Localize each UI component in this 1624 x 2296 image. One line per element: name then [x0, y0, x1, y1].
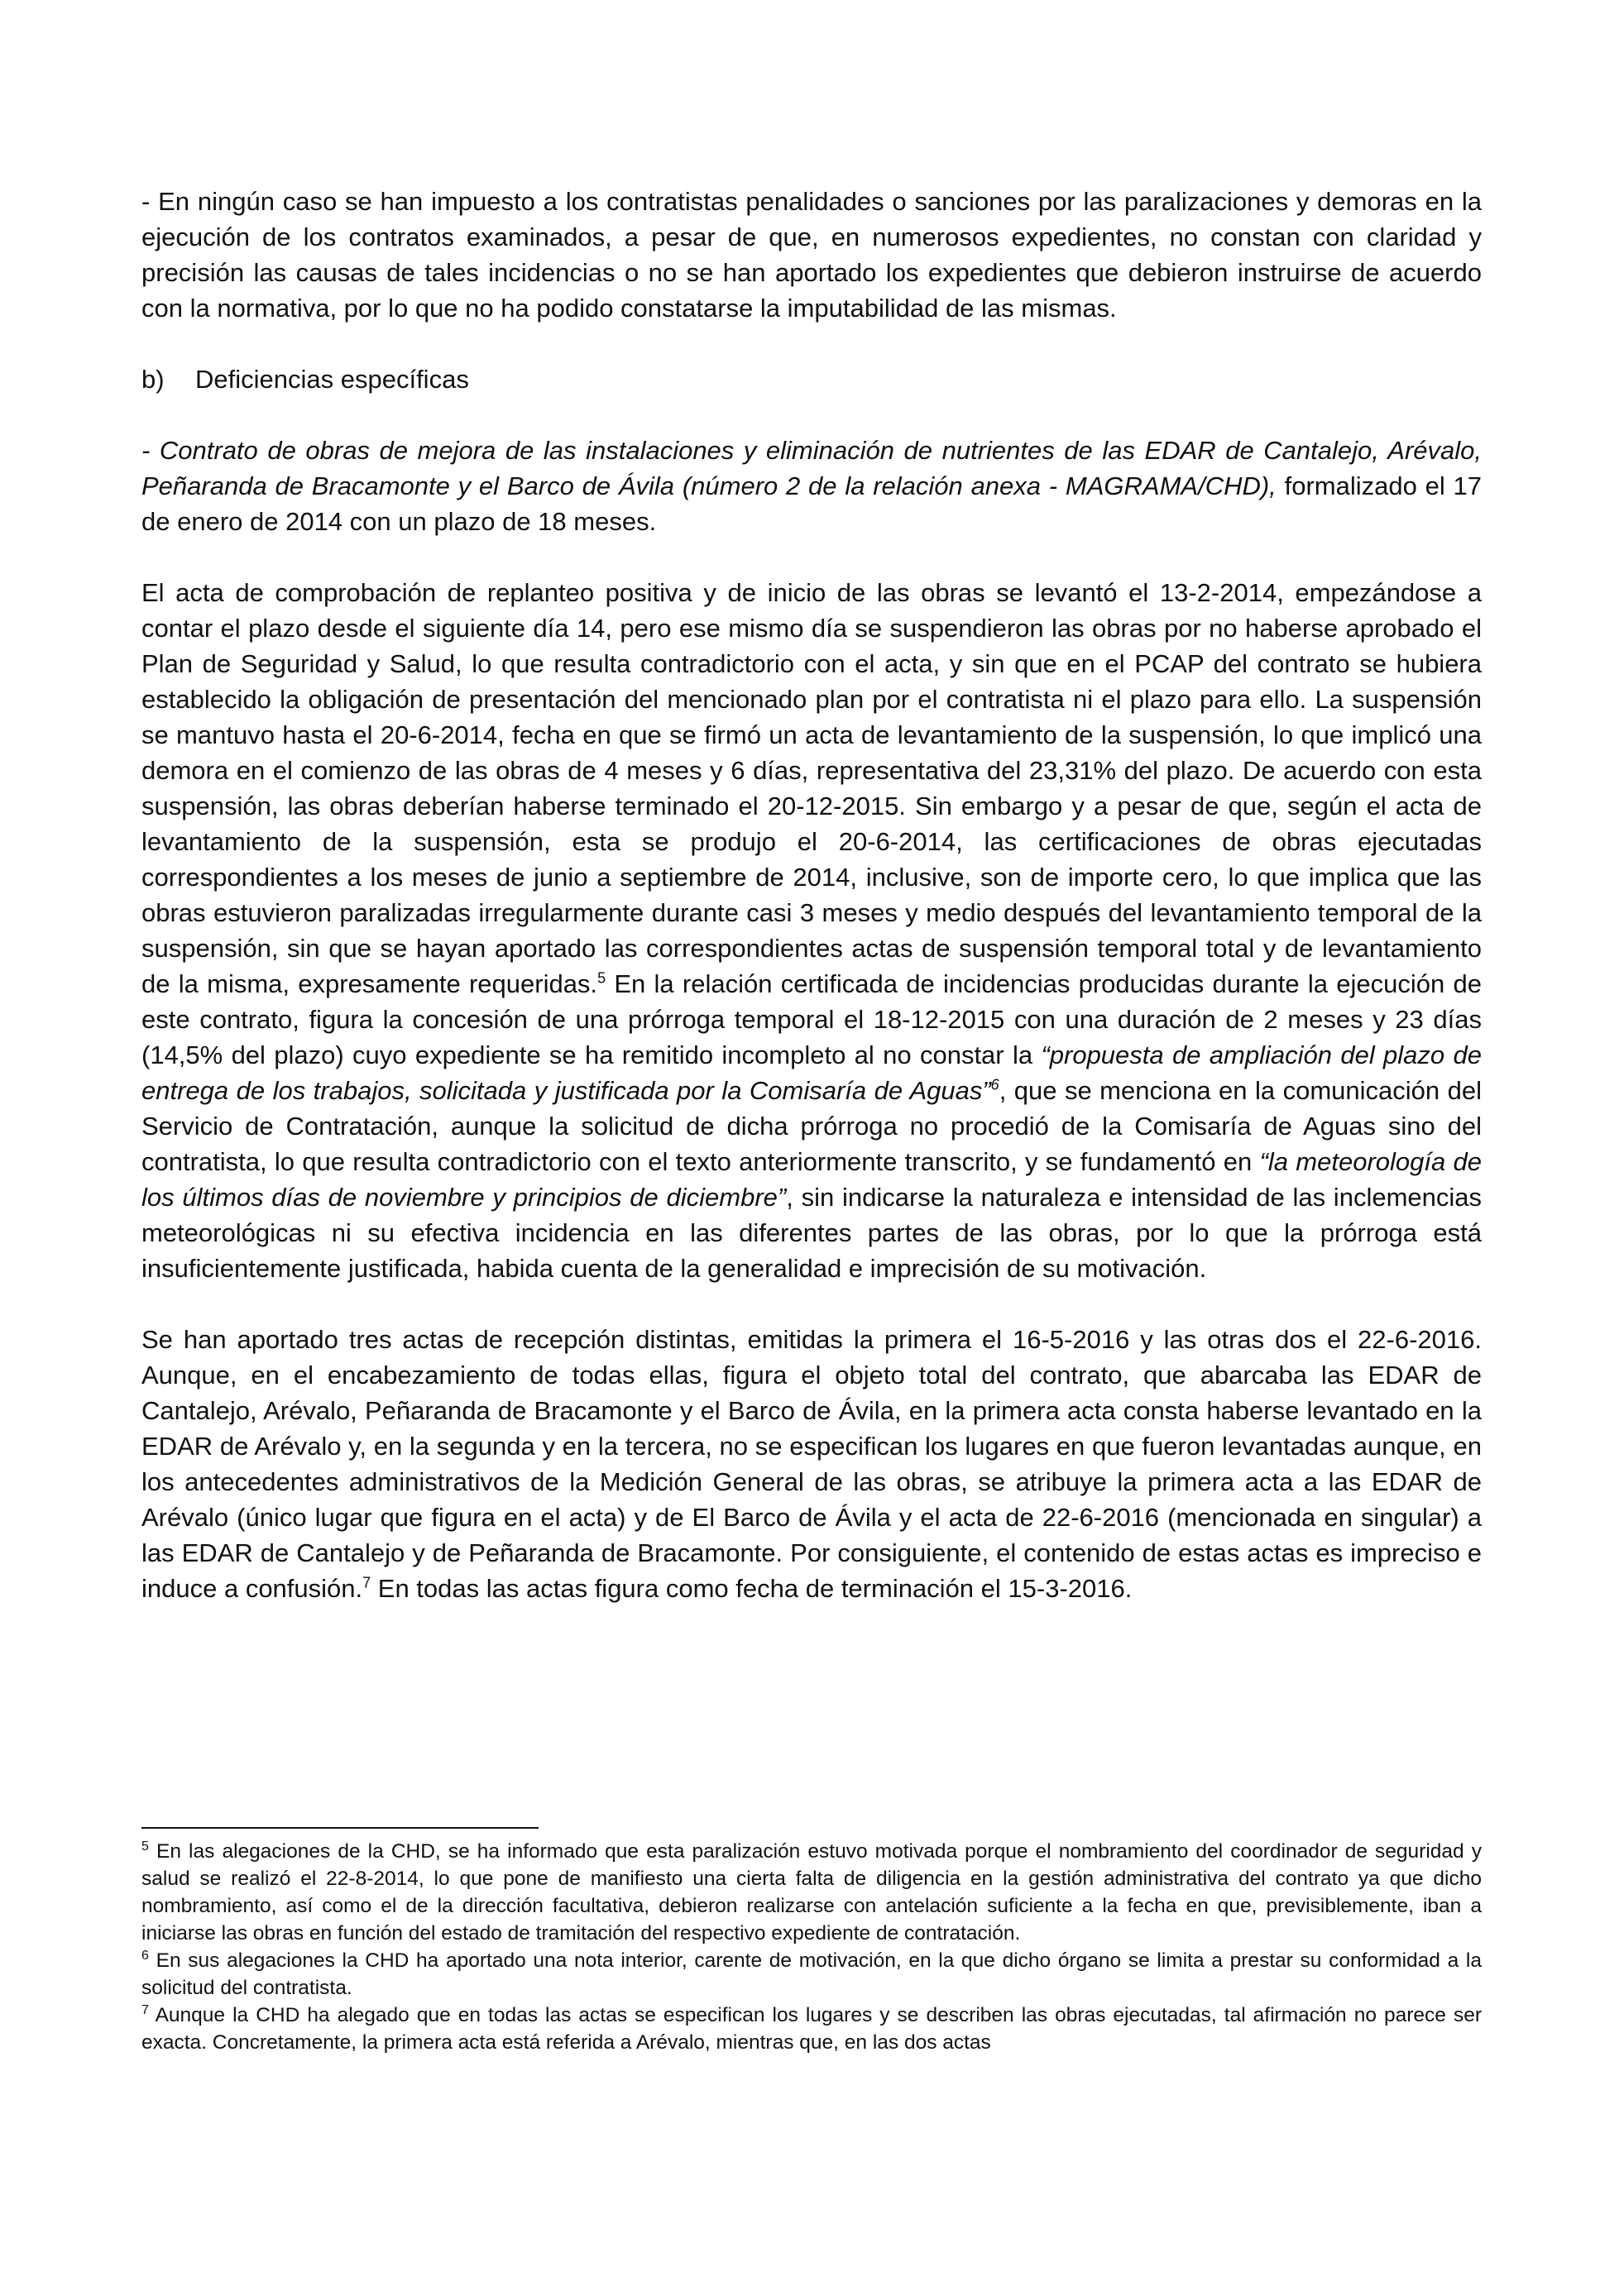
paragraph-suspension: [141, 575, 1482, 1286]
contract-formalization: formalizado el 17 de enero de 2014 con un plazo de 18 meses.: [141, 471, 1482, 536]
text-run: En la relación certificada de incidencias producidas durante la ejecución de este contrato, figura la concesión de una prórroga temporal el 18-12-2015 con una duración de 2 meses y 23 días (14,5% del plazo) cuyo expediente se ha remitido incompleto al no constar la: [141, 969, 1482, 1069]
paragraph-reception-acts: [141, 1322, 1482, 1606]
footnote-text: En las alegaciones de la CHD, se ha informado que esta paralización estuvo motivada porque el nombramiento del coordinador de seguridad y salud se realizó el 22-8-2014, lo que pone de manifiesto una cierta falta de diligencia en la gestión administrativa del contrato ya que dicho nombramiento, así como el de la dirección facultativa, debieron realizarse con antelación suficiente a la fecha en que, previsiblemente, iban a iniciarse las obras en función del estado de tramitación del respectivo expediente de contratación.: [141, 1840, 1482, 1944]
text-run: El acta de comprobación de replanteo positiva y de inicio de las obras se levantó el 13-2-2014, empezándose a contar el plazo desde el siguiente día 14, pero ese mismo día se suspendieron las obras por no haberse aprobado el Plan de Seguridad y Salud, lo que resulta contradictorio con el acta, y sin que en el PCAP del contrato se hubiera establecido la obligación de presentación del mencionado plan por el contratista ni el plazo para ello. La suspensión se mantuvo hasta el 20-6-2014, fecha en que se firmó un acta de levantamiento de la suspensión, lo que implicó una demora en el comienzo de las obras de 4 meses y 6 días, representativa del 23,31% del plazo. De acuerdo con esta suspensión, las obras deberían haberse terminado el 20-12-2015. Sin embargo y a pesar de que, según el acta de levantamiento de la suspensión, esta se produjo el 20-6-2014, las certificaciones de obras ejecutadas correspondientes a los meses de junio a septiembre de 2014, inclusive, son de importe cero, lo que implica que las obras estuvieron paralizadas irregularmente durante casi 3 meses y medio después del levantamiento temporal de la suspensión, sin que se hayan aportado las correspondientes actas de suspensión temporal total y de levantamiento de la misma, expresamente requeridas.: [141, 578, 1482, 998]
footnote-ref-5[interactable]: 5: [597, 969, 606, 987]
footnote-separator: [141, 1827, 539, 1829]
quote-proposal: “propuesta de ampliación del plazo de entrega de los trabajos, solicitada y justificada por la Comisaría de Aguas”: [141, 1040, 1482, 1105]
contract-title-paragraph: [141, 433, 1482, 539]
footnote-number: 5: [141, 1839, 149, 1854]
footnote-ref-6[interactable]: 6: [990, 1076, 999, 1093]
footnote-text: Aunque la CHD ha alegado que en todas las actas se especifican los lugares y se describen las obras ejecutadas, tal afirmación no parece ser exacta. Concretamente, la primera acta está referida a Arévalo, mientras que, en las dos actas: [141, 2004, 1482, 2054]
section-heading-b: [141, 361, 1482, 397]
quote-meteorology: “la meteorología de los últimos días de noviembre y principios de diciembre”: [141, 1147, 1483, 1212]
contract-title: - Contrato de obras de mejora de las instalaciones y eliminación de nutrientes de las EDAR de Cantalejo, Arévalo, Peñaranda de Bracamonte y el Barco de Ávila (número 2 de la relación anexa - MAGRAMA/CHD),: [141, 436, 1482, 500]
text-run: , sin indicarse la naturaleza e intensidad de las inclemencias meteorológicas ni su efectiva incidencia en las diferentes partes de las obras, por lo que la prórroga está insuficientemente justificada, habida cuenta de la generalidad e imprecisión de su motivación.: [141, 1183, 1482, 1283]
footnote-number: 6: [141, 1948, 149, 1963]
footnote-6: [141, 1947, 1482, 2002]
footnote-text: En sus alegaciones la CHD ha aportado una nota interior, carente de motivación, en la que dicho órgano se limita a prestar su conformidad a la solicitud del contratista.: [141, 1949, 1482, 1999]
footnote-5: [141, 1838, 1482, 1947]
paragraph-penalties: - En ningún caso se han impuesto a los contratistas penalidades o sanciones por las paralizaciones y demoras en la ejecución de los contratos examinados, a pesar de que, en numerosos expedientes, no constan con claridad y precisión las causas de tales incidencias o no se han aportado los expedientes que debieron instruirse de acuerdo con la normativa, por lo que no ha podido constatarse la imputabilidad de las mismas.: [141, 187, 1482, 323]
text-run: En todas las actas figura como fecha de terminación el 15-3-2016.: [371, 1574, 1133, 1603]
footnote-7: [141, 2002, 1482, 2056]
main-text: [141, 184, 1482, 1606]
footnote-ref-7[interactable]: 7: [362, 1574, 371, 1591]
footnotes: [141, 1838, 1482, 2056]
section-title: Deficiencias específicas: [195, 365, 469, 394]
footnote-number: 7: [141, 2002, 149, 2017]
text-run: , que se menciona en la comunicación del Servicio de Contratación, aunque la solicitud de dicha prórroga no procedió de la Comisaría de Aguas sino del contratista, lo que resulta contradictorio con el texto anteriormente transcrito, y se fundamentó en: [141, 1076, 1482, 1176]
section-label: b): [141, 365, 165, 394]
text-run: Se han aportado tres actas de recepción distintas, emitidas la primera el 16-5-2016 y las otras dos el 22-6-2016. Aunque, en el encabezamiento de todas ellas, figura el objeto total del contrato, que abarcaba las EDAR de Cantalejo, Arévalo, Peñaranda de Bracamonte y el Barco de Ávila, en la primera acta consta haberse levantado en la EDAR de Arévalo y, en la segunda y en la tercera, no se especifican los lugares en que fueron levantadas aunque, en los antecedentes administrativos de la Medición General de las obras, se atribuye la primera acta a las EDAR de Arévalo (único lugar que figura en el acta) y de El Barco de Ávila y el acta de 22-6-2016 (mencionada en singular) a las EDAR de Cantalejo y de Peñaranda de Bracamonte. Por consiguiente, el contenido de estas actas es impreciso e induce a confusión.: [141, 1325, 1482, 1603]
